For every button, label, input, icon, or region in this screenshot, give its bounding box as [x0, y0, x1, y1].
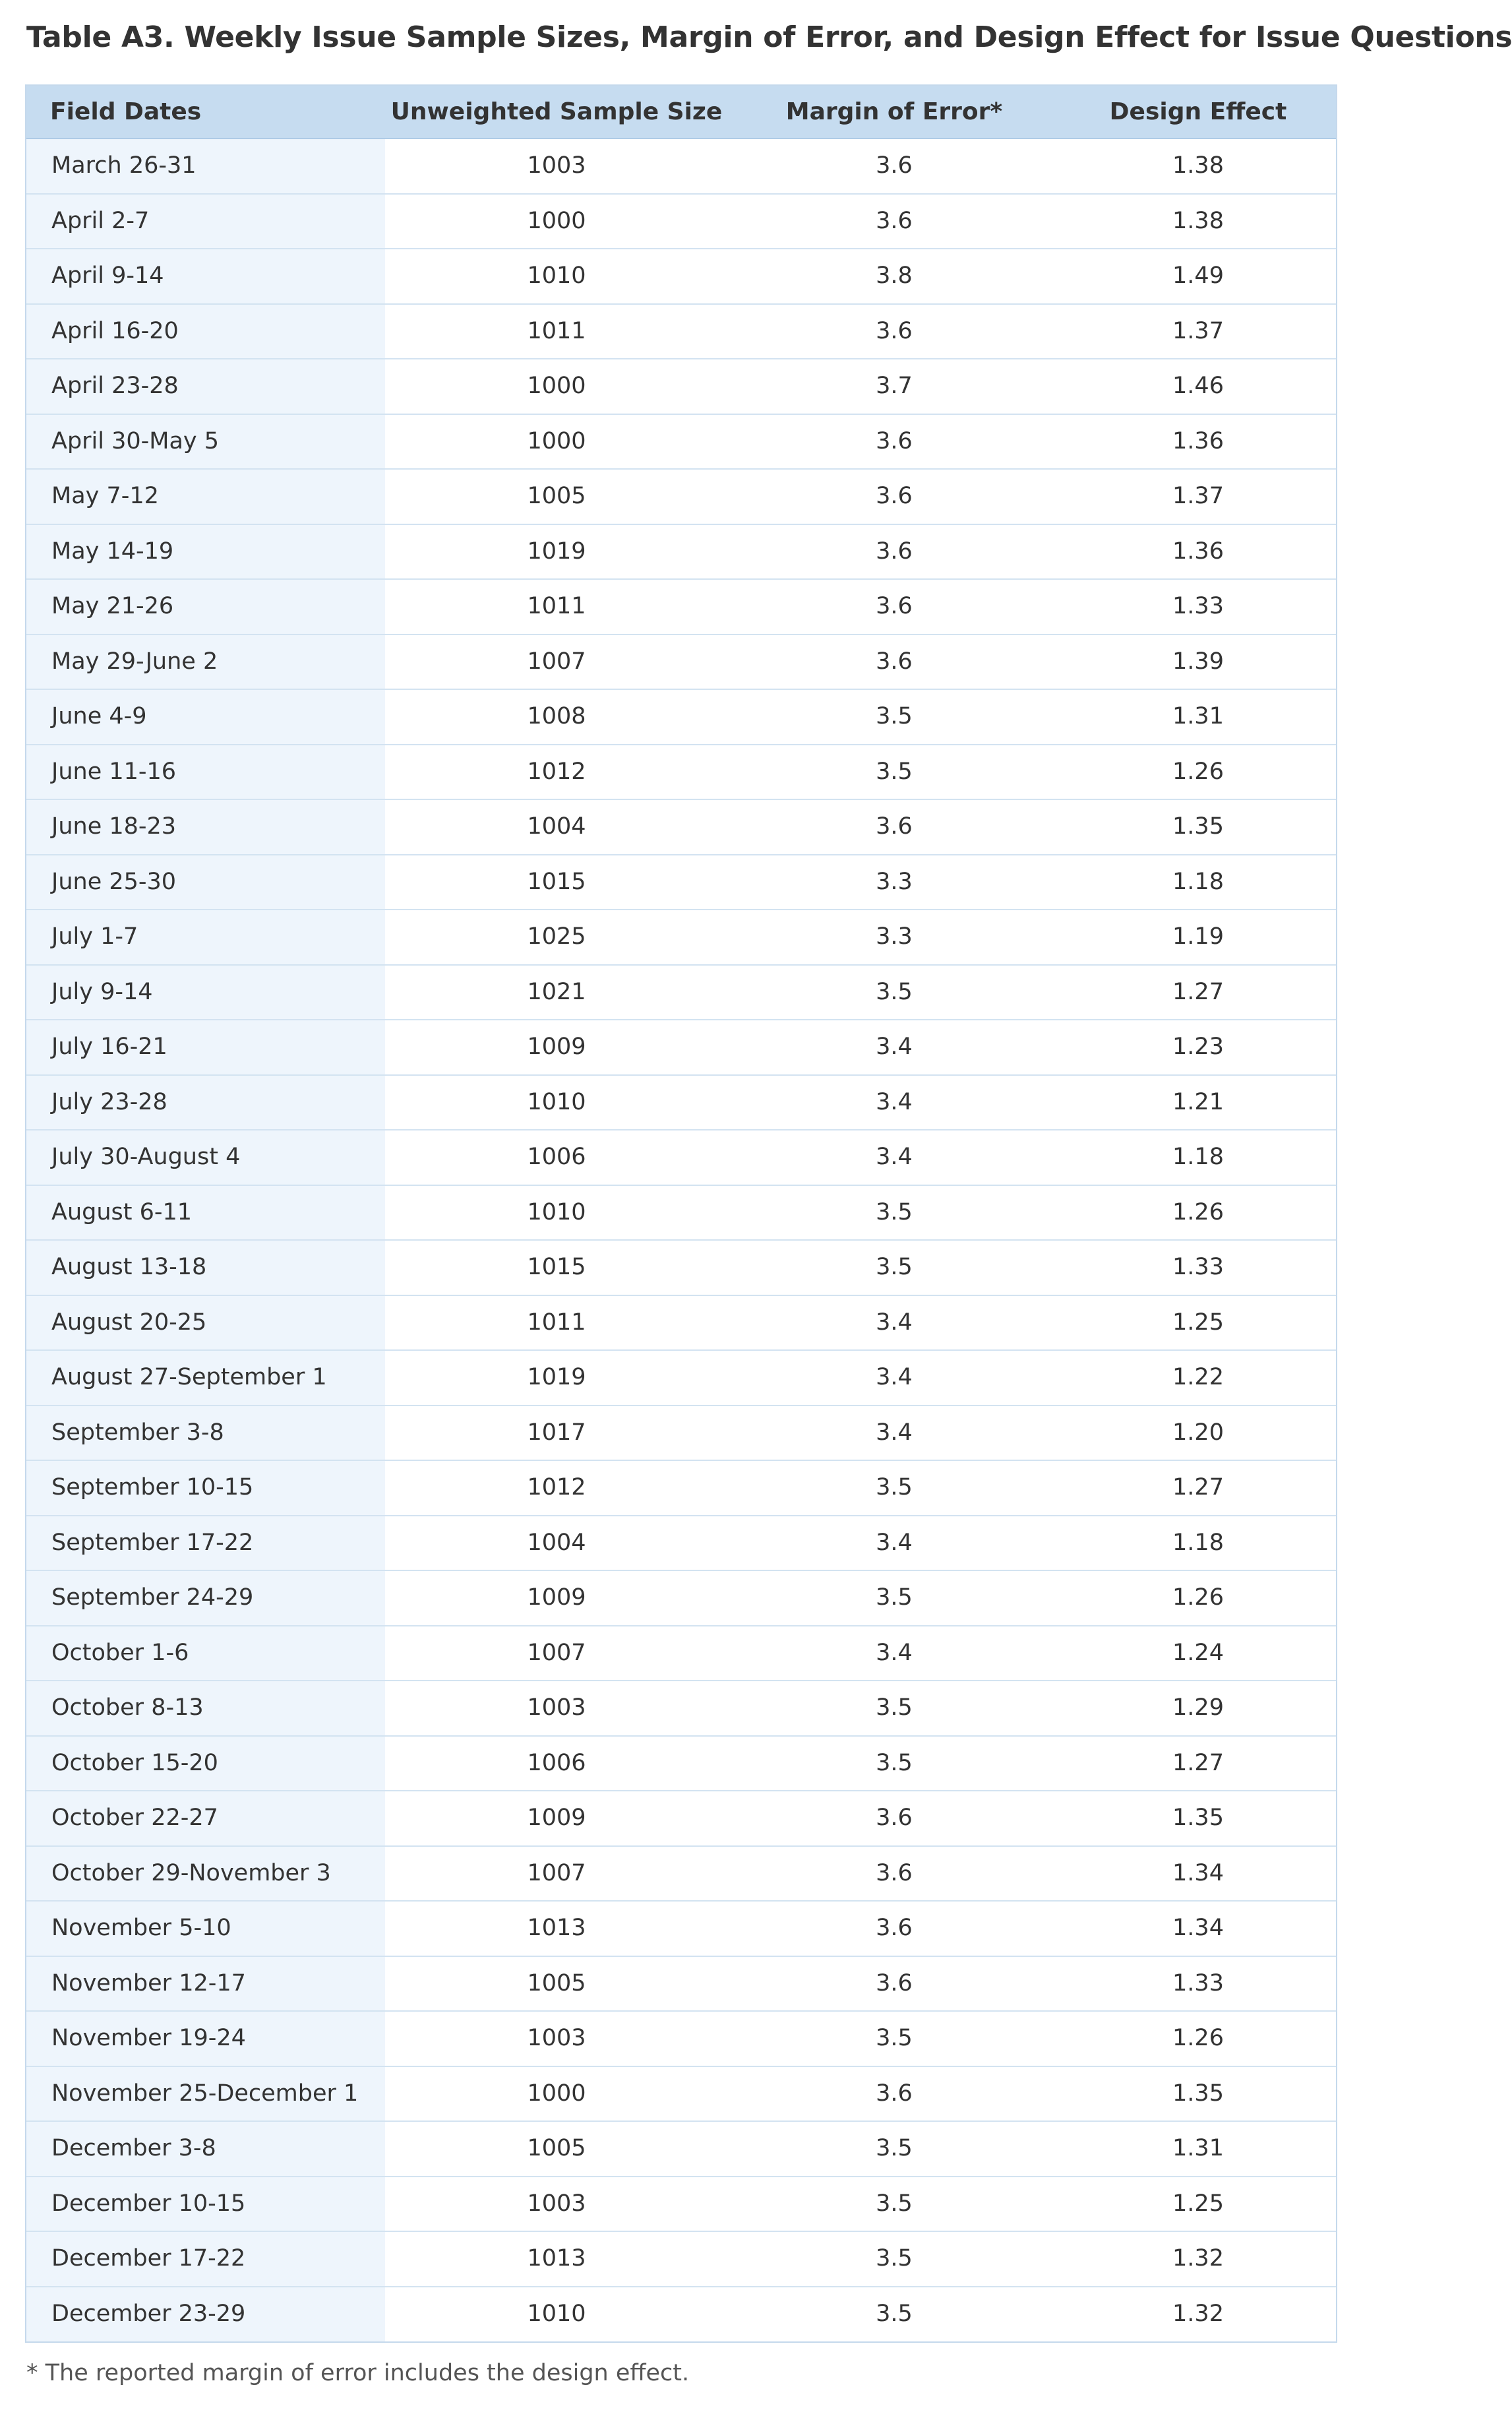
cell-margin-of-error: 3.3: [728, 855, 1060, 910]
cell-margin-of-error: 3.4: [728, 1516, 1060, 1571]
cell-margin-of-error: 3.5: [728, 1460, 1060, 1516]
cell-margin-of-error: 3.6: [728, 634, 1060, 690]
table-row: [26, 965, 1336, 1020]
cell-design-effect: 1.18: [1060, 1516, 1336, 1571]
cell-field-dates: April 16-20: [26, 304, 385, 359]
table-row: [26, 1185, 1336, 1241]
table-row: [26, 139, 1336, 194]
cell-design-effect: 1.27: [1060, 1736, 1336, 1791]
cell-field-dates: September 10-15: [26, 1460, 385, 1516]
cell-design-effect: 1.20: [1060, 1406, 1336, 1461]
cell-margin-of-error: 3.5: [728, 1736, 1060, 1791]
cell-sample-size: 1007: [385, 634, 728, 690]
cell-design-effect: 1.19: [1060, 910, 1336, 965]
cell-design-effect: 1.26: [1060, 1185, 1336, 1241]
cell-field-dates: November 25-December 1: [26, 2066, 385, 2122]
cell-design-effect: 1.31: [1060, 2121, 1336, 2177]
cell-field-dates: November 5-10: [26, 1901, 385, 1956]
cell-design-effect: 1.36: [1060, 414, 1336, 470]
cell-margin-of-error: 3.6: [728, 524, 1060, 580]
table-row: [26, 359, 1336, 414]
cell-field-dates: July 9-14: [26, 965, 385, 1020]
cell-margin-of-error: 3.4: [728, 1406, 1060, 1461]
column-header-margin-of-error: Margin of Error*: [728, 86, 1060, 139]
cell-sample-size: 1025: [385, 910, 728, 965]
table-row: [26, 1020, 1336, 1075]
cell-design-effect: 1.37: [1060, 469, 1336, 524]
cell-margin-of-error: 3.5: [728, 1681, 1060, 1736]
table-row: [26, 1901, 1336, 1956]
cell-field-dates: July 30-August 4: [26, 1130, 385, 1185]
cell-field-dates: May 21-26: [26, 579, 385, 634]
cell-field-dates: August 27-September 1: [26, 1350, 385, 1406]
table-row: [26, 855, 1336, 910]
cell-design-effect: 1.49: [1060, 249, 1336, 304]
table-row: [26, 689, 1336, 745]
cell-design-effect: 1.32: [1172, 2301, 1224, 2328]
cell-sample-size: 1010: [385, 1075, 728, 1130]
cell-sample-size: 1012: [385, 745, 728, 800]
cell-field-dates: March 26-31: [26, 139, 385, 194]
cell-field-dates: April 30-May 5: [26, 414, 385, 470]
table-row: [26, 2066, 1336, 2122]
table-row: [26, 2177, 1336, 2232]
cell-design-effect: 1.26: [1060, 2011, 1336, 2066]
cell-design-effect: 1.23: [1060, 1020, 1336, 1075]
table-row: [26, 1846, 1336, 1902]
cell-sample-size: 1009: [385, 1791, 728, 1846]
cell-field-dates: November 19-24: [26, 2011, 385, 2066]
cell-sample-size: 1012: [385, 1460, 728, 1516]
cell-sample-size: 1008: [385, 689, 728, 745]
cell-design-effect: 1.25: [1060, 1295, 1336, 1351]
cell-sample-size: 1011: [385, 1295, 728, 1351]
cell-sample-size: 1011: [385, 304, 728, 359]
cell-sample-size: 1010: [385, 249, 728, 304]
cell-sample-size: 1007: [385, 1626, 728, 1681]
cell-field-dates: October 8-13: [26, 1681, 385, 1736]
cell-sample-size: 1003: [385, 2177, 728, 2232]
table-row: [26, 1626, 1336, 1681]
cell-margin-of-error: 3.4: [728, 1075, 1060, 1130]
cell-design-effect: 1.46: [1060, 359, 1336, 414]
cell-field-dates: September 3-8: [26, 1406, 385, 1461]
table-row: [26, 745, 1336, 800]
cell-design-effect: 1.37: [1060, 304, 1336, 359]
table-title: Table A3. Weekly Issue Sample Sizes, Margin of Error, and Design Effect for Issue Questions: [26, 20, 1512, 54]
cell-design-effect: 1.21: [1060, 1075, 1336, 1130]
cell-sample-size: 1003: [385, 1681, 728, 1736]
cell-margin-of-error: 3.6: [728, 1846, 1060, 1902]
table-row: [26, 1075, 1336, 1130]
cell-field-dates: December 17-22: [26, 2231, 385, 2287]
table-row: [26, 2011, 1336, 2066]
cell-field-dates: July 16-21: [26, 1020, 385, 1075]
cell-field-dates: June 4-9: [26, 689, 385, 745]
table-row: [26, 1681, 1336, 1736]
cell-margin-of-error: 3.6: [728, 1901, 1060, 1956]
cell-design-effect: 1.35: [1060, 2066, 1336, 2122]
cell-field-dates: August 20-25: [26, 1295, 385, 1351]
cell-margin-of-error: 3.5: [728, 745, 1060, 800]
cell-margin-of-error: 3.6: [728, 304, 1060, 359]
table-row: [26, 1516, 1336, 1571]
cell-design-effect: 1.34: [1060, 1846, 1336, 1902]
cell-sample-size: 1015: [385, 855, 728, 910]
table-row: [26, 1240, 1336, 1295]
cell-margin-of-error: 3.6: [728, 799, 1060, 855]
cell-field-dates: December 3-8: [26, 2121, 385, 2177]
cell-design-effect: 1.33: [1060, 1240, 1336, 1295]
cell-design-effect: 1.27: [1060, 965, 1336, 1020]
cell-design-effect: 1.25: [1060, 2177, 1336, 2232]
cell-design-effect: 1.38: [1060, 139, 1336, 194]
table-row: [26, 1350, 1336, 1406]
table-row: [26, 910, 1336, 965]
cell-sample-size: 1005: [385, 1956, 728, 2012]
cell-margin-of-error: 3.8: [728, 249, 1060, 304]
cell-sample-size: 1013: [385, 1901, 728, 1956]
cell-field-dates: August 13-18: [26, 1240, 385, 1295]
cell-field-dates: June 18-23: [26, 799, 385, 855]
cell-sample-size: 1003: [385, 2011, 728, 2066]
cell-field-dates: June 25-30: [26, 855, 385, 910]
cell-margin-of-error: 3.5: [728, 2121, 1060, 2177]
cell-margin-of-error: 3.5: [728, 2177, 1060, 2232]
table-row: [26, 1956, 1336, 2012]
table-header-row: [26, 86, 1336, 139]
cell-sample-size: 1011: [385, 579, 728, 634]
cell-field-dates: July 23-28: [26, 1075, 385, 1130]
cell-field-dates: May 14-19: [26, 524, 385, 580]
cell-design-effect: 1.31: [1060, 689, 1336, 745]
footnote: * The reported margin of error includes the design effect.: [26, 2360, 690, 2386]
cell-sample-size: 1017: [385, 1406, 728, 1461]
cell-sample-size: 1010: [385, 1185, 728, 1241]
table-row: [26, 304, 1336, 359]
cell-field-dates: May 7-12: [26, 469, 385, 524]
cell-margin-of-error: 3.4: [728, 1130, 1060, 1185]
table-row: [26, 2121, 1336, 2177]
cell-margin-of-error: 3.5: [728, 1240, 1060, 1295]
cell-sample-size: 1003: [385, 139, 728, 194]
cell-field-dates: October 29-November 3: [26, 1846, 385, 1902]
cell-sample-size: 1009: [385, 1020, 728, 1075]
cell-field-dates: April 2-7: [26, 194, 385, 249]
cell-field-dates: December 10-15: [26, 2177, 385, 2232]
cell-design-effect: 1.36: [1060, 524, 1336, 580]
cell-field-dates: September 24-29: [26, 1570, 385, 1626]
table-row: [26, 1460, 1336, 1516]
cell-design-effect: 1.35: [1060, 799, 1336, 855]
cell-margin-of-error: 3.5: [728, 1185, 1060, 1241]
cell-field-dates: October 22-27: [26, 1791, 385, 1846]
cell-design-effect: 1.34: [1060, 1901, 1336, 1956]
cell-sample-size: 1013: [385, 2231, 728, 2287]
cell-sample-size: 1015: [385, 1240, 728, 1295]
cell-margin-of-error: 3.6: [728, 2066, 1060, 2122]
cell-margin-of-error: 3.7: [728, 359, 1060, 414]
cell-sample-size: 1021: [385, 965, 728, 1020]
cell-sample-size: 1005: [385, 469, 728, 524]
cell-margin-of-error: 3.5: [728, 1570, 1060, 1626]
cell-field-dates: May 29-June 2: [26, 634, 385, 690]
column-header-field-dates: Field Dates: [26, 86, 385, 139]
column-header-design-effect: Design Effect: [1060, 86, 1336, 139]
table-row: [26, 1130, 1336, 1185]
table-row: [26, 1570, 1336, 1626]
cell-sample-size: 1004: [385, 1516, 728, 1571]
cell-sample-size: 1019: [385, 524, 728, 580]
cell-margin-of-error: 3.5: [728, 2231, 1060, 2287]
cell-design-effect: 1.22: [1060, 1350, 1336, 1406]
table-row: [26, 1406, 1336, 1461]
cell-field-dates: June 11-16: [26, 745, 385, 800]
cell-margin-of-error: 3.5: [728, 689, 1060, 745]
cell-field-dates: August 6-11: [26, 1185, 385, 1241]
table-row: [26, 194, 1336, 249]
cell-sample-size: 1004: [385, 799, 728, 855]
cell-sample-size: 1000: [385, 414, 728, 470]
cell-design-effect: 1.33: [1060, 1956, 1336, 2012]
cell-field-dates: October 1-6: [26, 1626, 385, 1681]
cell-margin-of-error: 3.6: [728, 1956, 1060, 2012]
cell-field-dates: April 9-14: [26, 249, 385, 304]
cell-field-dates: September 17-22: [26, 1516, 385, 1571]
cell-sample-size: 1010: [527, 2301, 586, 2328]
table-row: [26, 799, 1336, 855]
cell-field-dates: July 1-7: [26, 910, 385, 965]
cell-sample-size: 1005: [385, 2121, 728, 2177]
table-row: [26, 579, 1336, 634]
table-row: [26, 249, 1336, 304]
cell-design-effect: 1.26: [1060, 745, 1336, 800]
cell-margin-of-error: 3.5: [728, 965, 1060, 1020]
cell-sample-size: 1000: [385, 359, 728, 414]
cell-sample-size: 1009: [385, 1570, 728, 1626]
table-row: [26, 634, 1336, 690]
cell-margin-of-error: 3.5: [728, 2011, 1060, 2066]
cell-margin-of-error: 3.6: [728, 194, 1060, 249]
table-row: [26, 414, 1336, 470]
cell-design-effect: 1.32: [1060, 2231, 1336, 2287]
cell-design-effect: 1.18: [1060, 855, 1336, 910]
cell-design-effect: 1.26: [1060, 1570, 1336, 1626]
data-table-container: [25, 84, 1337, 2343]
cell-field-dates: October 15-20: [26, 1736, 385, 1791]
cell-sample-size: 1019: [385, 1350, 728, 1406]
cell-margin-of-error: 3.6: [728, 414, 1060, 470]
cell-margin-of-error: 3.6: [728, 139, 1060, 194]
table-row: [26, 2231, 1336, 2287]
cell-design-effect: 1.35: [1060, 1791, 1336, 1846]
cell-design-effect: 1.24: [1060, 1626, 1336, 1681]
table-row: [26, 1295, 1336, 1351]
cell-sample-size: 1000: [385, 2066, 728, 2122]
cell-design-effect: 1.38: [1060, 194, 1336, 249]
cell-margin-of-error: 3.5: [876, 2301, 913, 2328]
cell-sample-size: 1006: [385, 1736, 728, 1791]
cell-sample-size: 1006: [385, 1130, 728, 1185]
cell-field-dates: December 23-29: [26, 2287, 385, 2342]
column-header-sample-size: Unweighted Sample Size: [385, 86, 728, 139]
table-row: [26, 2287, 1336, 2342]
table-row: [26, 1791, 1336, 1846]
cell-margin-of-error: 3.4: [728, 1020, 1060, 1075]
cell-margin-of-error: 3.4: [728, 1350, 1060, 1406]
cell-design-effect: 1.33: [1060, 579, 1336, 634]
issue-sample-table: [26, 86, 1336, 2341]
cell-margin-of-error: 3.6: [728, 469, 1060, 524]
cell-sample-size: 1007: [385, 1846, 728, 1902]
cell-sample-size: 1000: [385, 194, 728, 249]
table-row: [26, 469, 1336, 524]
cell-design-effect: 1.27: [1060, 1460, 1336, 1516]
cell-margin-of-error: 3.4: [728, 1295, 1060, 1351]
table-row: [26, 524, 1336, 580]
cell-design-effect: 1.29: [1060, 1681, 1336, 1736]
table-row: [26, 1736, 1336, 1791]
cell-design-effect: 1.18: [1060, 1130, 1336, 1185]
cell-margin-of-error: 3.4: [728, 1626, 1060, 1681]
cell-design-effect: 1.39: [1060, 634, 1336, 690]
cell-field-dates: November 12-17: [26, 1956, 385, 2012]
table-body: [26, 139, 1336, 2341]
cell-margin-of-error: 3.3: [728, 910, 1060, 965]
cell-margin-of-error: 3.6: [728, 1791, 1060, 1846]
cell-field-dates: April 23-28: [26, 359, 385, 414]
cell-margin-of-error: 3.6: [728, 579, 1060, 634]
